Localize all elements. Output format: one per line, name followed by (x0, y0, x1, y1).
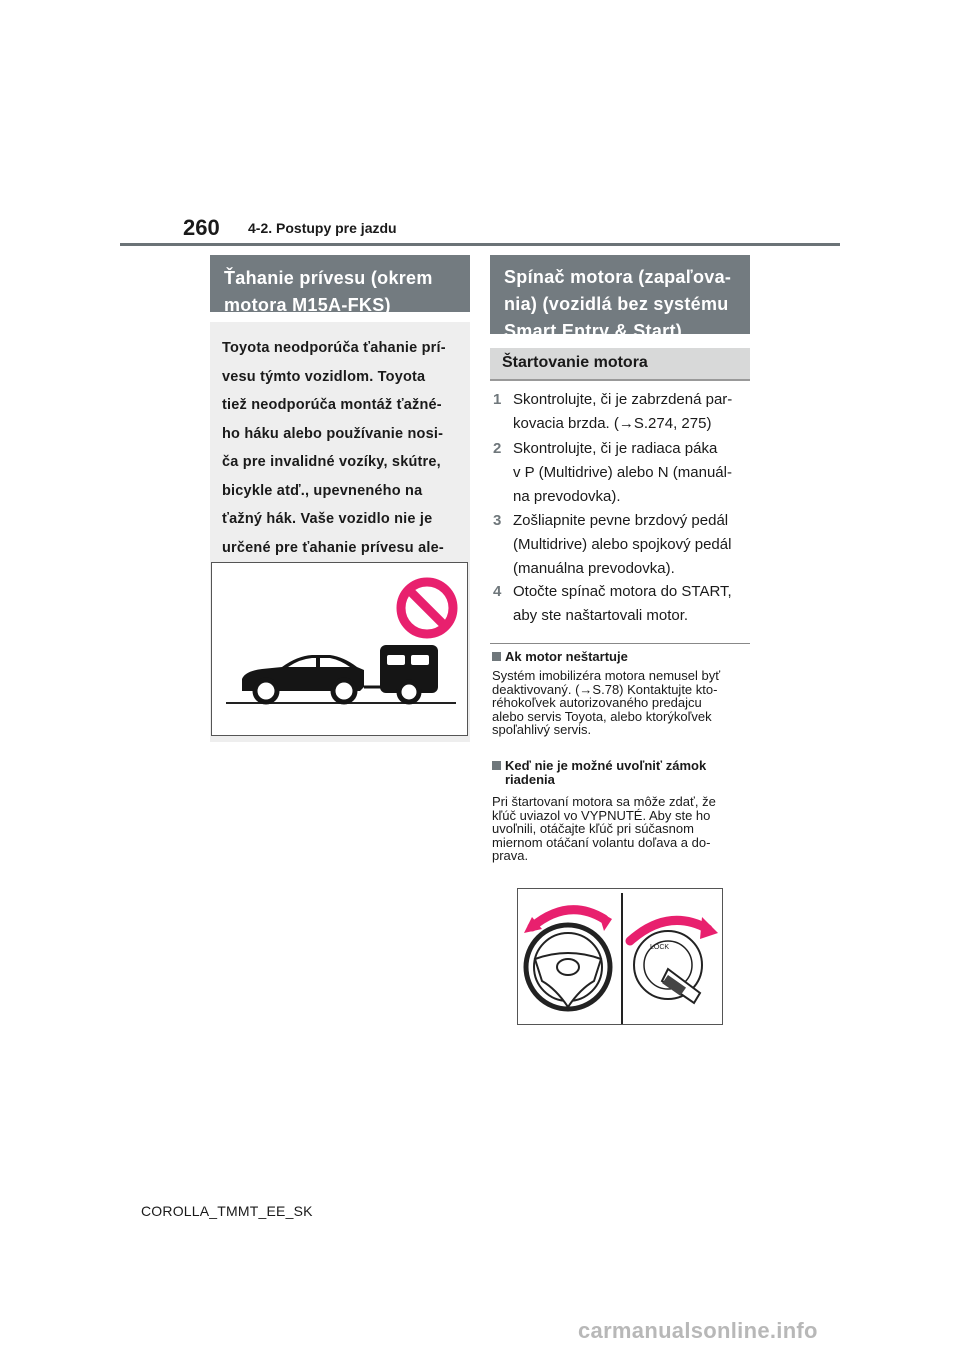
towing-heading-line: motora M15A-FKS) (224, 295, 391, 315)
step-text (513, 437, 755, 509)
page-number: 260 (183, 215, 220, 240)
engine-switch-heading-line: Spínač motora (zapaľova- (504, 267, 732, 287)
step-line: aby ste naštartovali motor. (513, 607, 689, 624)
step-line: na prevodovka). (513, 488, 621, 505)
step-line: Skontrolujte, či je zabrzdená par- (513, 391, 733, 408)
step-line: (manuálna prevodovka). (513, 560, 675, 577)
warning-line: Toyota neodporúča ťahanie prí- (222, 340, 446, 356)
note-line: kľúč uviazol vo VYPNUTÉ. Aby ste ho (492, 807, 711, 823)
step-1 (493, 388, 755, 436)
engine-switch-heading (490, 255, 750, 341)
warning-line: určené pre ťahanie prívesu ale- (222, 539, 444, 556)
step-number: 1 (493, 391, 502, 408)
steering-key-illustration (517, 888, 723, 1025)
steering-wheel-key-drawing (518, 889, 722, 1024)
engine-switch-heading-line: nia) (vozidlá bez systému (504, 294, 729, 314)
note-line: réhokoľvek autorizovaného predajcu (492, 695, 702, 710)
warning-line: ho háku alebo používanie nosi- (222, 425, 444, 442)
engine-switch-heading-line: Smart Entry & Start) (504, 321, 683, 341)
step-line: Zošliapnite pevne brzdový pedál (513, 512, 729, 529)
note-line: deaktivovaný. (→S.78) Kontaktujte kto- (492, 681, 718, 697)
towing-heading-line: Ťahanie prívesu (okrem (224, 268, 433, 288)
note-line: prava. (492, 848, 529, 863)
note-line: uvoľnili, otáčajte kľúč pri súčasnom (492, 821, 694, 836)
warning-line: tiež neodporúča montáž ťažné- (222, 397, 442, 413)
step-number: 4 (493, 583, 502, 600)
step-text (513, 580, 755, 628)
step-2 (493, 437, 755, 509)
warning-line: vesu týmto vozidlom. Toyota (222, 368, 426, 385)
watermark: carmanualsonline.info (578, 1318, 818, 1343)
towing-heading (210, 255, 470, 315)
note-line: Pri štartovaní motora sa môže zdať, že (492, 794, 716, 809)
square-bullet-icon (492, 652, 501, 661)
step-line: Otočte spínač motora do START, (513, 583, 732, 600)
step-line: v P (Multidrive) alebo N (manuál- (513, 464, 732, 481)
note-title-line: Keď nie je možné uvoľniť zámok (505, 758, 707, 773)
starting-engine-subheading: Štartovanie motora (490, 348, 750, 381)
section-title: 4-2. Postupy pre jazdu (248, 220, 397, 236)
note-line: Systém imobilizéra motora nemusel byť (492, 668, 721, 683)
note-title-engine-not-starting (492, 650, 752, 664)
step-4 (493, 580, 755, 628)
note-text-engine-not-starting (492, 669, 754, 737)
step-number: 3 (493, 512, 502, 529)
note-text-steering-lock (492, 795, 754, 863)
svg-text:LOCK: LOCK (650, 944, 670, 951)
warning-line: ča pre invalidné vozíky, skútre, (222, 454, 441, 470)
step-3 (493, 509, 755, 581)
note-title-steering-lock (492, 759, 752, 787)
step-line: (Multidrive) alebo spojkový pedál (513, 536, 732, 553)
note-title-line: riadenia (505, 772, 555, 787)
step-number: 2 (493, 440, 502, 457)
notes-divider (490, 643, 750, 644)
note-line: miernom otáčaní volantu doľava a do- (492, 834, 711, 850)
square-bullet-icon (492, 761, 501, 770)
document-code: COROLLA_TMMT_EE_SK (141, 1203, 313, 1219)
note-line: alebo servis Toyota, alebo ktorýkoľvek (492, 708, 712, 724)
warning-line: ťažný hák. Vaše vozidlo nie je (222, 511, 433, 527)
step-text (513, 388, 755, 436)
step-text (513, 509, 755, 581)
note-title-line: Ak motor neštartuje (505, 649, 628, 664)
note-line: spoľahlivý servis. (492, 722, 592, 737)
header-rule (120, 243, 840, 246)
warning-line: bicykle atď., upevneného na (222, 482, 423, 499)
towing-prohibited-illustration (211, 562, 468, 736)
car-trailer-drawing (212, 563, 467, 735)
step-line: kovacia brzda. (→S.274, 275) (513, 415, 712, 432)
step-line: Skontrolujte, či je radiaca páka (513, 440, 718, 457)
